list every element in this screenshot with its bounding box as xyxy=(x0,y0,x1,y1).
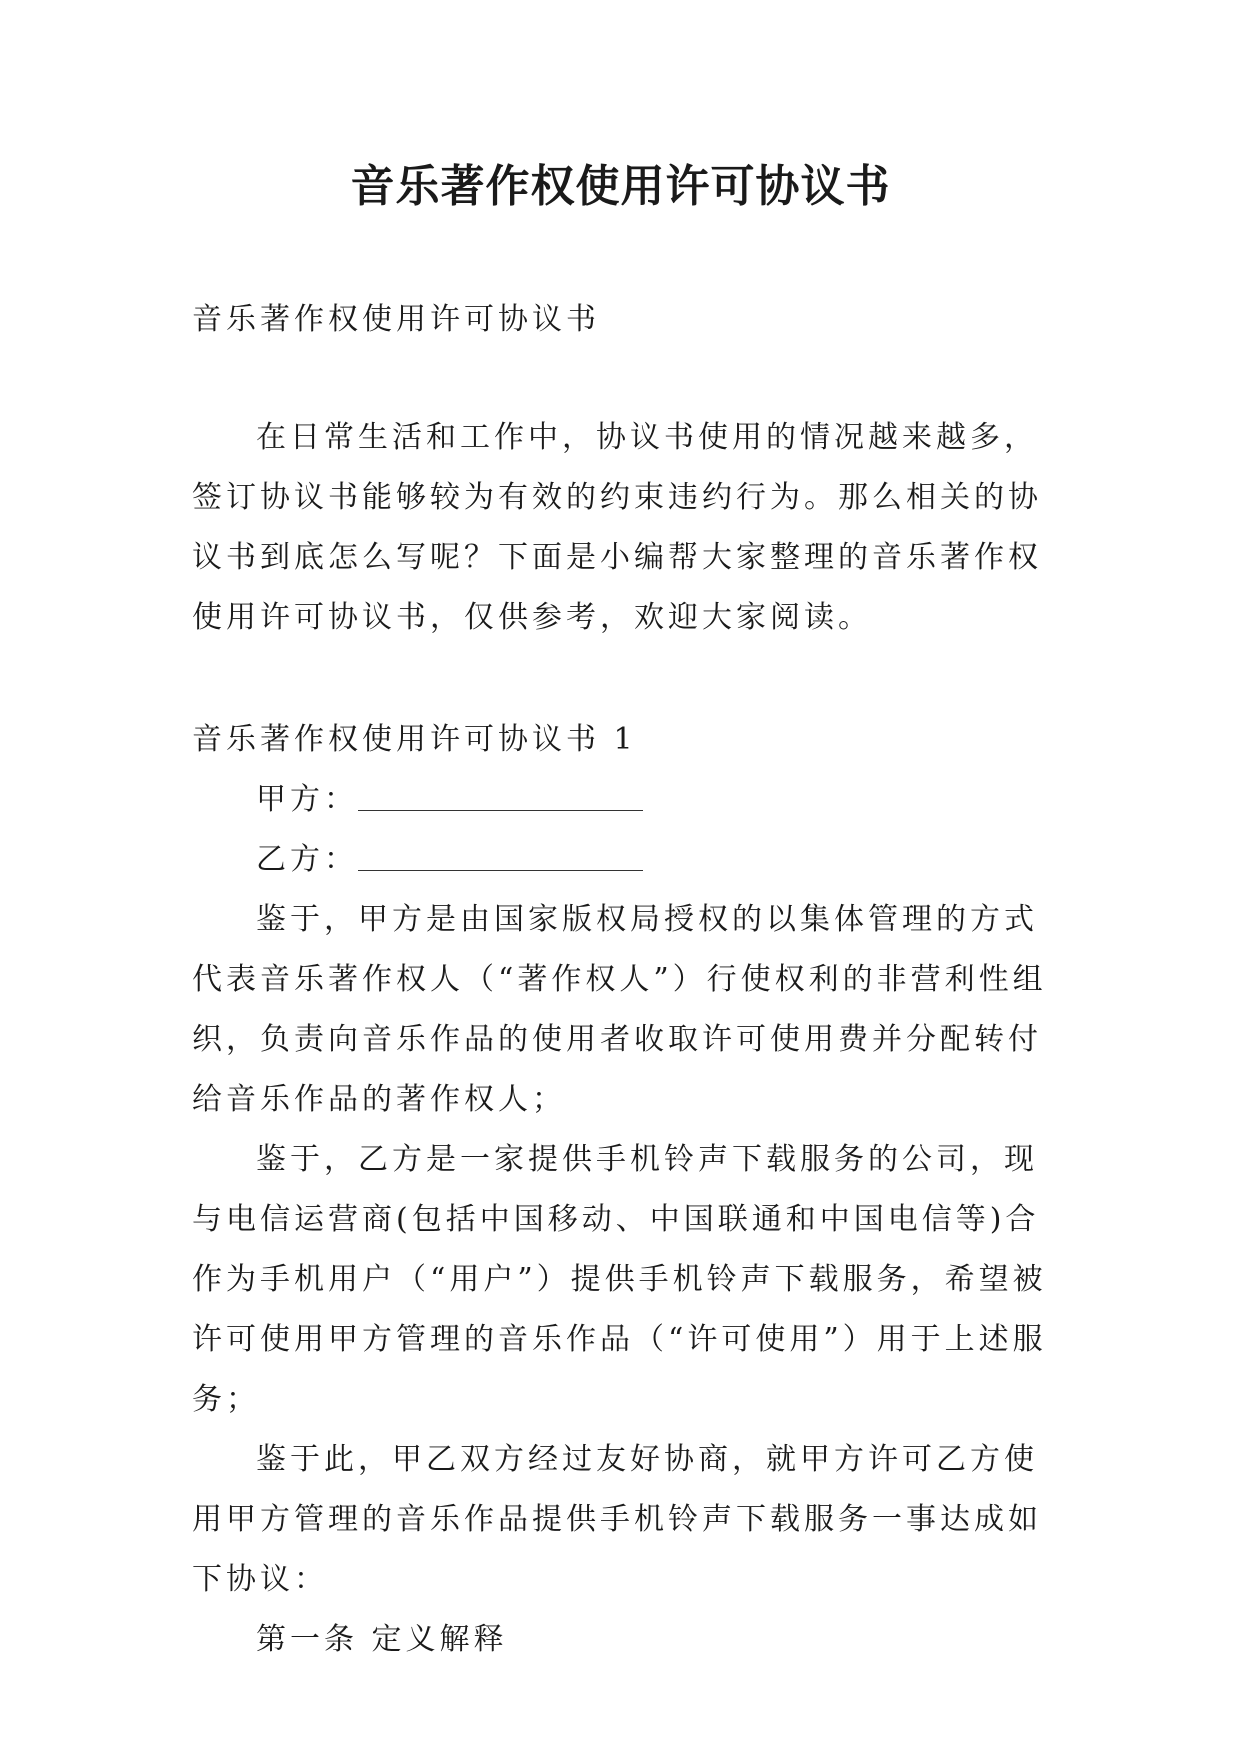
party-b-label: 乙方： xyxy=(256,842,358,877)
party-b-line xyxy=(192,830,1062,890)
section-heading: 音乐著作权使用许可协议书 1 xyxy=(192,722,637,757)
spacer xyxy=(192,350,1062,408)
party-a-line xyxy=(192,770,1062,830)
party-a-blank xyxy=(358,786,643,811)
document-subtitle: 音乐著作权使用许可协议书 xyxy=(192,302,600,337)
document-title: 音乐著作权使用许可协议书 xyxy=(350,161,891,212)
intro-paragraph: 在日常生活和工作中，协议书使用的情况越来越多，签订协议书能够较为有效的约束违约行为。那么相关的协议书到底怎么写呢？下面是小编帮大家整理的音乐著作权使用许可协议书，仅供参考，欢迎大家阅读。 xyxy=(192,420,1042,635)
spacer xyxy=(192,648,1062,710)
article-1-heading: 第一条 定义解释 xyxy=(256,1622,508,1657)
whereas-paragraph-1: 鉴于，甲方是由国家版权局授权的以集体管理的方式代表音乐著作权人（“著作权人”）行使权利的非营利性组织，负责向音乐作品的使用者收取许可使用费并分配转付给音乐作品的著作权人； xyxy=(192,902,1047,1117)
document-body xyxy=(192,290,1062,1670)
party-a-label: 甲方： xyxy=(256,782,358,817)
whereas-paragraph-3: 鉴于此，甲乙双方经过友好协商，就甲方许可乙方使用甲方管理的音乐作品提供手机铃声下载服务一事达成如下协议： xyxy=(192,1442,1042,1597)
whereas-paragraph-2: 鉴于，乙方是一家提供手机铃声下载服务的公司，现与电信运营商(包括中国移动、中国联通和中国电信等)合作为手机用户（“用户”）提供手机铃声下载服务，希望被许可使用甲方管理的音乐作品（“许可使用”）用于上述服务； xyxy=(192,1142,1047,1417)
party-b-blank xyxy=(358,846,643,871)
